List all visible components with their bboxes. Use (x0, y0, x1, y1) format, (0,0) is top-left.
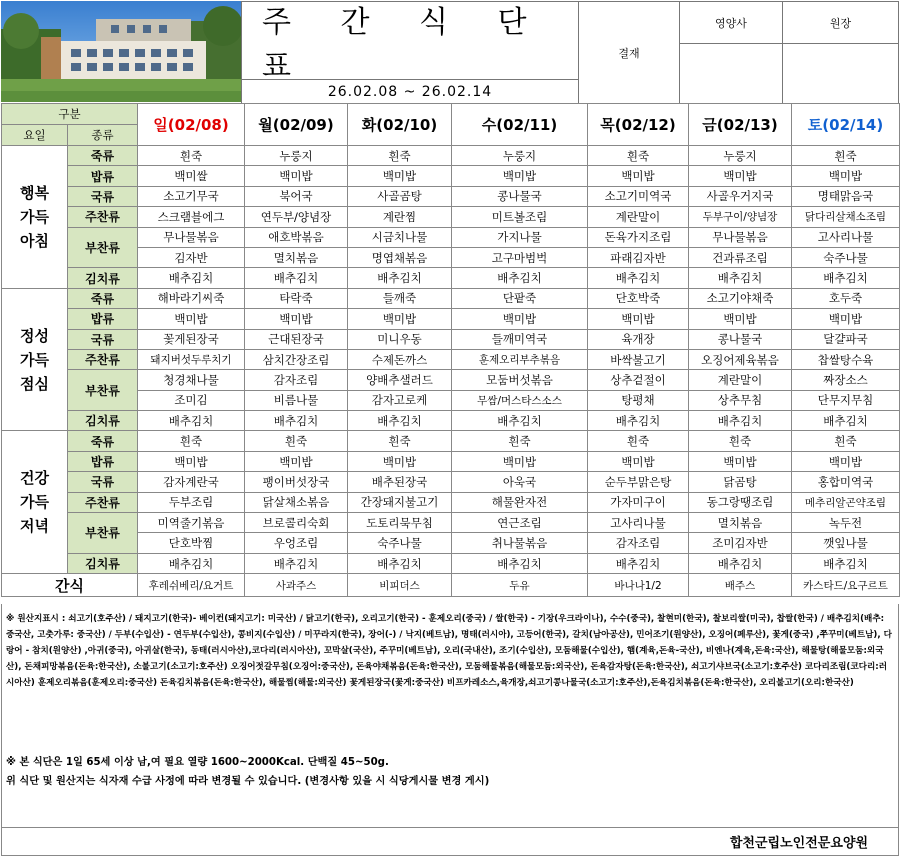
dish-cell: 사골우거지국 (689, 186, 792, 206)
table-row (2, 268, 900, 288)
meal-label-word: 행복 (20, 183, 49, 202)
meal-label-word: 가득 (20, 350, 49, 369)
meal-label-1 (2, 288, 68, 431)
page-title: 주 간 식 단 표 (242, 2, 578, 80)
snack-cell: 두유 (452, 574, 588, 597)
dish-cell: 백미밥 (792, 309, 900, 329)
day-header-0: 일(02/08) (138, 104, 245, 146)
dish-cell: 모둠버섯볶음 (452, 370, 588, 390)
dish-cell: 배추김치 (689, 268, 792, 288)
dish-cell: 흰죽 (138, 146, 245, 166)
dish-cell: 백미밥 (348, 451, 452, 471)
table-row (2, 186, 900, 206)
dish-cell: 깻잎나물 (792, 533, 900, 553)
origin-notice: ※ 원산지표시 : 쇠고기(호주산) / 돼지고기(한국)- 베이컨(돼지고기: 미국산) / 닭고기(한국), 오리고기(한국) - 훈제오리(중국) / 쌀(한국) - 기장(우크라이나), 수수(중국), 찰현미(한국), 찰보리쌀(미국), 찹쌀(한국) / 배추김치(배추: 중국산, 고춧가루: 중국산) / 두부(수입산) - 연두부(수입산), 콩비지(수입산) / 미꾸라지(한국), 장어(-) / 낙지(베트남), 명태(러시아), 고등어(한국), 갈치(남아공산), 민어조기(원양산), 오징어(페루산), 꽃게(중국) ,쭈꾸미(베트남), 다랑어 - 참치(원양산) ,아귀(중국), 아귀살(한국), 동태(러시아산),코다리(러시아산), 꼬막살(국산), 주꾸미(베트남), 오리(국내산), 조기(수입산), 모둠해물(수입산), 햄(계육,돈육-국산), 비엔나(계육,돈육:국산), 해물탕(해물모둠:외국산), 돈채피망볶음(돈육:한국산), 소불고기(소고기:호주산) 오징어젓갈무침(오징어:중국산), 돈육야채볶음(돈육:한국산), 모둠해물볶음(해물모둠:외국산), 돈육감자탕(돈육:한국산), 쇠고기샤브국(소고기:호주산) 코다리조림(코다리:러시아산) 훈제오리볶음(훈제오리:중국산) 돈육김치볶음(돈육:한국산), 해물찜(해물:외국산) 꽃게된장국(꽃게:중국산) 비프카레소스,육개장,쇠고기콩나물국(소고기:호주산),돈육김치볶음(돈육:한국산), 오리불고기(오리:한국산) (6, 614, 892, 688)
category-cell: 김치류 (68, 411, 138, 431)
dish-cell: 배추김치 (792, 411, 900, 431)
category-cell: 밥류 (68, 451, 138, 471)
dish-cell: 시금치나물 (348, 227, 452, 247)
dish-cell: 배추김치 (452, 411, 588, 431)
dish-cell: 해바라기씨죽 (138, 288, 245, 308)
meal-label-word: 정성 (20, 326, 49, 345)
dish-cell: 연근조림 (452, 513, 588, 533)
dish-cell: 백미밥 (138, 451, 245, 471)
dish-cell: 근대된장국 (245, 329, 348, 349)
meal-label-0 (2, 146, 68, 289)
dish-cell: 흰죽 (588, 146, 689, 166)
dish-cell: 파래김자반 (588, 247, 689, 267)
dish-cell: 배추김치 (792, 553, 900, 573)
dish-cell: 스크램블에그 (138, 207, 245, 227)
dish-cell: 감자조림 (588, 533, 689, 553)
table-row (2, 329, 900, 349)
table-row (2, 553, 900, 573)
snack-cell: 후레쉬베리/요거트 (138, 574, 245, 597)
dish-cell: 숙주나물 (348, 533, 452, 553)
dish-cell: 백미밥 (138, 309, 245, 329)
dish-cell: 배추김치 (245, 411, 348, 431)
dish-cell: 배추김치 (689, 411, 792, 431)
dish-cell: 백미밥 (792, 166, 900, 186)
date-range: 26.02.08 ~ 26.02.14 (327, 84, 493, 100)
dish-cell: 배추김치 (138, 268, 245, 288)
dish-cell: 미니우동 (348, 329, 452, 349)
approver-nutritionist (680, 1, 783, 103)
dish-cell: 흰죽 (792, 146, 900, 166)
table-row (2, 146, 900, 166)
category-cell: 부찬류 (68, 370, 138, 411)
dish-cell: 감자계란국 (138, 472, 245, 492)
dish-cell: 닭곰탕 (689, 472, 792, 492)
dish-cell: 탕평채 (588, 390, 689, 410)
dish-cell: 미트볼조림 (452, 207, 588, 227)
category-cell: 김치류 (68, 268, 138, 288)
table-row (2, 431, 900, 451)
dish-cell: 백미밥 (452, 309, 588, 329)
dish-cell: 배추김치 (588, 268, 689, 288)
table-row (2, 166, 900, 186)
dish-cell: 계란찜 (348, 207, 452, 227)
facility-name: 합천군립노인전문요양원 (1, 828, 899, 856)
dish-cell: 흰죽 (689, 431, 792, 451)
dish-cell: 흰죽 (245, 431, 348, 451)
dish-cell: 바싹불고기 (588, 349, 689, 369)
dish-cell: 백미밥 (245, 309, 348, 329)
dish-cell: 두부조림 (138, 492, 245, 512)
dish-cell: 무나물볶음 (138, 227, 245, 247)
snack-row (2, 574, 900, 597)
table-row (2, 207, 900, 227)
dish-cell: 찹쌀탕수육 (792, 349, 900, 369)
dish-cell: 들깨미역국 (452, 329, 588, 349)
dish-cell: 해물완자전 (452, 492, 588, 512)
day-header-3: 수(02/11) (452, 104, 588, 146)
mealtime-label-cell: 요일 (2, 125, 68, 146)
dish-cell: 연두부/양념장 (245, 207, 348, 227)
dish-cell: 소고기무국 (138, 186, 245, 206)
approval-label: 결재 (579, 1, 680, 103)
day-header-6: 토(02/14) (792, 104, 900, 146)
category-cell: 부찬류 (68, 513, 138, 554)
dish-cell: 흰죽 (588, 431, 689, 451)
meal-label-word: 저녁 (20, 517, 49, 536)
dish-cell: 육개장 (588, 329, 689, 349)
day-header-5: 금(02/13) (689, 104, 792, 146)
dish-cell: 백미밥 (245, 166, 348, 186)
title-box (241, 1, 579, 103)
category-cell: 죽류 (68, 146, 138, 166)
dish-cell: 메추리알곤약조림 (792, 492, 900, 512)
dish-cell: 백미밥 (792, 451, 900, 471)
dish-cell: 계란말이 (689, 370, 792, 390)
snack-cell: 사과주스 (245, 574, 348, 597)
category-cell: 주찬류 (68, 492, 138, 512)
dish-cell: 단호박찜 (138, 533, 245, 553)
table-row (2, 288, 900, 308)
dish-cell: 백미밥 (689, 451, 792, 471)
dish-cell: 홍합미역국 (792, 472, 900, 492)
category-cell: 김치류 (68, 553, 138, 573)
approver-director-label: 원장 (783, 2, 898, 44)
dish-cell: 고구마범벅 (452, 247, 588, 267)
dish-cell: 배추김치 (348, 268, 452, 288)
dish-cell: 누룽지 (452, 146, 588, 166)
dish-cell: 배추김치 (689, 553, 792, 573)
category-cell: 국류 (68, 472, 138, 492)
dish-cell: 배추김치 (348, 553, 452, 573)
meal-label-word: 아침 (20, 231, 49, 250)
dish-cell: 소고기미역국 (588, 186, 689, 206)
header (0, 0, 900, 103)
dish-cell: 고사리나물 (588, 513, 689, 533)
dish-cell: 두부구이/양념장 (689, 207, 792, 227)
day-header-4: 목(02/12) (588, 104, 689, 146)
dish-cell: 조미김 (138, 390, 245, 410)
dish-cell: 돼지버섯두루치기 (138, 349, 245, 369)
category-cell: 주찬류 (68, 349, 138, 369)
dish-cell: 백미밥 (689, 166, 792, 186)
dish-cell: 배추김치 (348, 411, 452, 431)
notes-section (1, 604, 899, 828)
calorie-notice: ※ 본 식단은 1일 65세 이상 남,여 필요 열량 1600~2000Kcal. 단백질 45~50g. (6, 757, 389, 768)
table-row (2, 451, 900, 471)
snack-cell: 배주스 (689, 574, 792, 597)
dish-cell: 백미쌀 (138, 166, 245, 186)
dish-cell: 흰죽 (348, 431, 452, 451)
dish-cell: 꽃게된장국 (138, 329, 245, 349)
category-cell: 부찬류 (68, 227, 138, 268)
table-row (2, 472, 900, 492)
table-row (2, 349, 900, 369)
meal-label-2 (2, 431, 68, 574)
dish-cell: 무쌈/머스타스소스 (452, 390, 588, 410)
dish-cell: 건과류조림 (689, 247, 792, 267)
table-row (2, 411, 900, 431)
day-header-1: 월(02/09) (245, 104, 348, 146)
dish-cell: 백미밥 (348, 309, 452, 329)
dish-cell: 배추된장국 (348, 472, 452, 492)
dish-cell: 닭다리살채소조림 (792, 207, 900, 227)
dish-cell: 양배추샐러드 (348, 370, 452, 390)
dish-cell: 순두부맑은탕 (588, 472, 689, 492)
dish-cell: 고사리나물 (792, 227, 900, 247)
table-row (2, 227, 900, 247)
day-header-row (2, 104, 900, 125)
dish-cell: 가지나물 (452, 227, 588, 247)
dish-cell: 도토리묵무침 (348, 513, 452, 533)
dish-cell: 수제돈까스 (348, 349, 452, 369)
dish-cell: 브로콜리숙회 (245, 513, 348, 533)
dish-cell: 배추김치 (138, 553, 245, 573)
dish-cell: 무나물볶음 (689, 227, 792, 247)
dish-cell: 호두죽 (792, 288, 900, 308)
dish-cell: 배추김치 (138, 411, 245, 431)
dish-cell: 단호박죽 (588, 288, 689, 308)
table-row (2, 309, 900, 329)
day-header-2: 화(02/10) (348, 104, 452, 146)
dish-cell: 흰죽 (792, 431, 900, 451)
category-cell: 밥류 (68, 166, 138, 186)
dish-cell: 삼치간장조림 (245, 349, 348, 369)
approver-nutritionist-label: 영양사 (680, 2, 782, 44)
dish-cell: 가자미구이 (588, 492, 689, 512)
dish-cell: 짜장소스 (792, 370, 900, 390)
category-cell: 국류 (68, 329, 138, 349)
dish-cell: 계란말이 (588, 207, 689, 227)
table-row (2, 513, 900, 533)
dish-cell: 백미밥 (588, 451, 689, 471)
dish-cell: 배추김치 (452, 553, 588, 573)
dish-cell: 청경채나물 (138, 370, 245, 390)
dish-cell: 백미밥 (452, 451, 588, 471)
dish-cell: 배추김치 (245, 553, 348, 573)
dish-cell: 훈제오리부추볶음 (452, 349, 588, 369)
table-row (2, 370, 900, 390)
category-cell: 죽류 (68, 431, 138, 451)
dish-cell: 배추김치 (792, 268, 900, 288)
category-cell: 밥류 (68, 309, 138, 329)
snack-cell: 비피더스 (348, 574, 452, 597)
dish-cell: 명엽채볶음 (348, 247, 452, 267)
dish-cell: 백미밥 (348, 166, 452, 186)
dish-cell: 흰죽 (452, 431, 588, 451)
facility-photo (1, 1, 241, 102)
dish-cell: 숙주나물 (792, 247, 900, 267)
dish-cell: 사골곰탕 (348, 186, 452, 206)
dish-cell: 흰죽 (138, 431, 245, 451)
snack-cell: 바나나1/2 (588, 574, 689, 597)
meal-label-word: 가득 (20, 207, 49, 226)
category-cell: 죽류 (68, 288, 138, 308)
dish-cell: 누룽지 (245, 146, 348, 166)
dish-cell: 배추김치 (452, 268, 588, 288)
dish-cell: 소고기야채죽 (689, 288, 792, 308)
category-label-cell: 종류 (68, 125, 138, 146)
approver-director (783, 1, 899, 103)
dish-cell: 단무지무침 (792, 390, 900, 410)
dish-cell: 멸치볶음 (689, 513, 792, 533)
approval-box (579, 1, 899, 103)
snack-label-cell: 간식 (2, 574, 138, 597)
dish-cell: 감자고로케 (348, 390, 452, 410)
dish-cell: 팽이버섯장국 (245, 472, 348, 492)
dish-cell: 감자조림 (245, 370, 348, 390)
dish-cell: 비름나물 (245, 390, 348, 410)
dish-cell: 백미밥 (245, 451, 348, 471)
meal-label-word: 건강 (20, 469, 49, 488)
dish-cell: 김자반 (138, 247, 245, 267)
dish-cell: 간장돼지불고기 (348, 492, 452, 512)
meal-label-word: 점심 (20, 374, 49, 393)
dish-cell: 타락죽 (245, 288, 348, 308)
dish-cell: 닭살채소볶음 (245, 492, 348, 512)
dish-cell: 달걀파국 (792, 329, 900, 349)
dish-cell: 콩나물국 (452, 186, 588, 206)
dish-cell: 미역줄기볶음 (138, 513, 245, 533)
dish-cell: 오징어제육볶음 (689, 349, 792, 369)
dish-cell: 백미밥 (689, 309, 792, 329)
table-row (2, 492, 900, 512)
dish-cell: 상추겉절이 (588, 370, 689, 390)
dish-cell: 배추김치 (588, 411, 689, 431)
dish-cell: 단팥죽 (452, 288, 588, 308)
dish-cell: 취나물볶음 (452, 533, 588, 553)
dish-cell: 북어국 (245, 186, 348, 206)
group-label-cell: 구분 (2, 104, 138, 125)
dish-cell: 백미밥 (588, 309, 689, 329)
dish-cell: 백미밥 (452, 166, 588, 186)
category-cell: 국류 (68, 186, 138, 206)
dish-cell: 배추김치 (588, 553, 689, 573)
dish-cell: 백미밥 (588, 166, 689, 186)
dish-cell: 동그랑땡조림 (689, 492, 792, 512)
dish-cell: 들깨죽 (348, 288, 452, 308)
dish-cell: 멸치볶음 (245, 247, 348, 267)
category-cell: 주찬류 (68, 207, 138, 227)
dish-cell: 배추김치 (245, 268, 348, 288)
dish-cell: 우엉조림 (245, 533, 348, 553)
menu-table (1, 103, 900, 597)
dish-cell: 명태맑음국 (792, 186, 900, 206)
dish-cell: 흰죽 (348, 146, 452, 166)
dish-cell: 돈육가지조림 (588, 227, 689, 247)
dish-cell: 아욱국 (452, 472, 588, 492)
dish-cell: 콩나물국 (689, 329, 792, 349)
dish-cell: 상추무침 (689, 390, 792, 410)
dish-cell: 애호박볶음 (245, 227, 348, 247)
snack-cell: 카스타드/요구르트 (792, 574, 900, 597)
dish-cell: 조미김자반 (689, 533, 792, 553)
dish-cell: 누룽지 (689, 146, 792, 166)
meal-label-word: 가득 (20, 493, 49, 512)
dish-cell: 녹두전 (792, 513, 900, 533)
change-notice: 위 식단 및 원산지는 식자재 수급 사정에 따라 변경될 수 있습니다. (변경사항 있을 시 식당게시물 변경 게시) (6, 776, 490, 787)
